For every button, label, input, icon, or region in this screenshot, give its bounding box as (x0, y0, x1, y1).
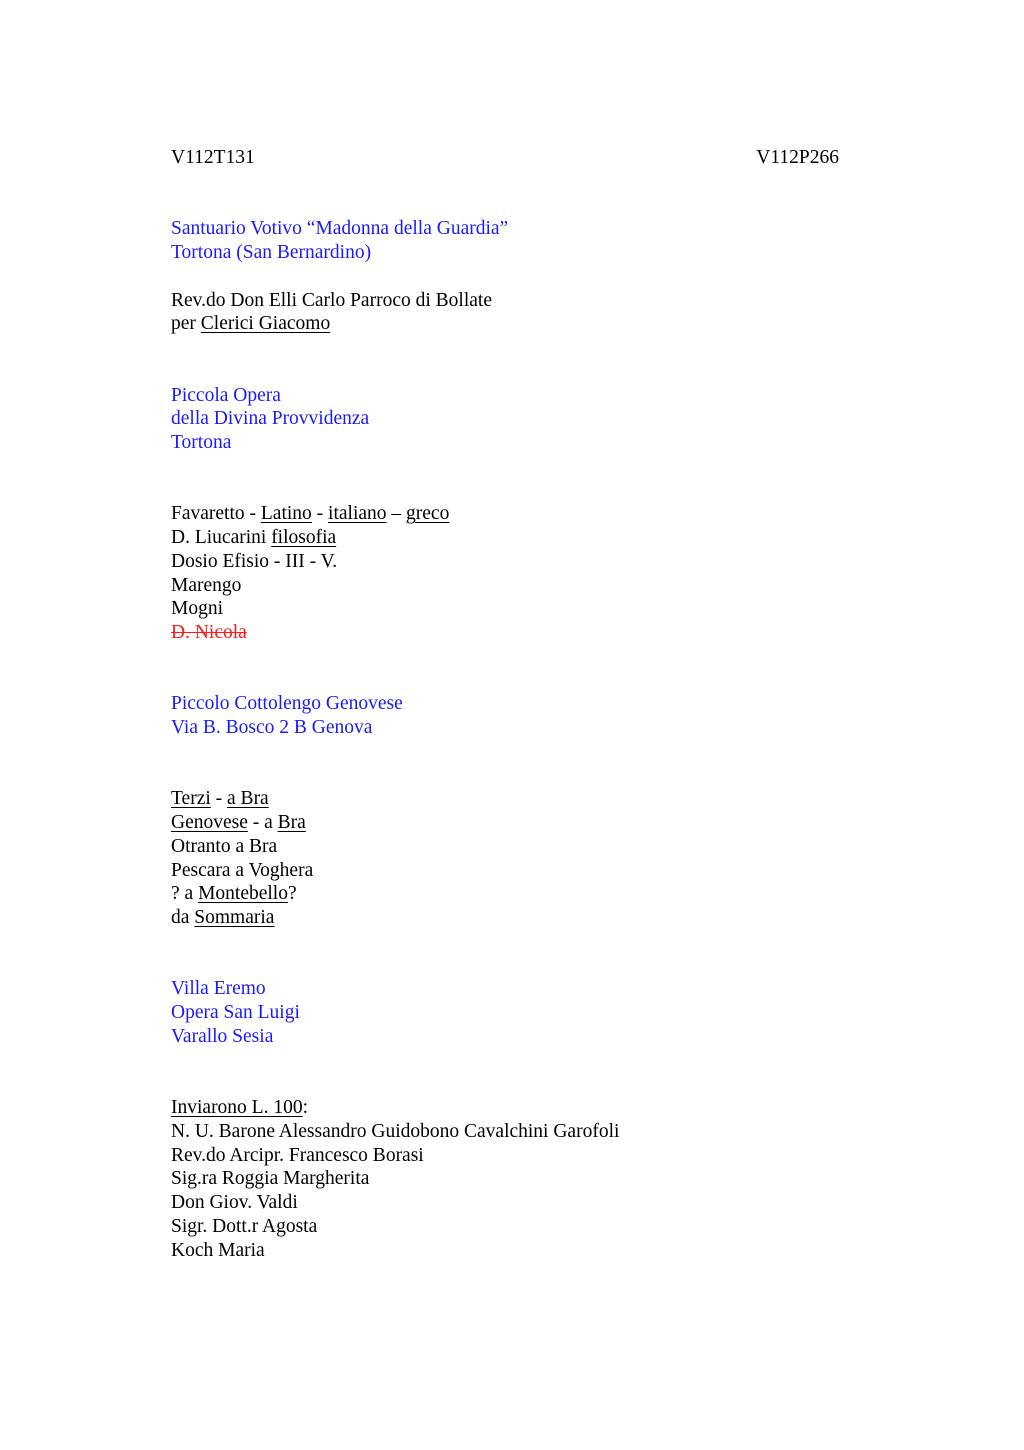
donors-heading (171, 1096, 308, 1120)
recipient-name: Clerici Giacomo (200, 313, 331, 334)
donor-item: Koch Maria (171, 1240, 265, 1261)
donor-item: Rev.do Arcipr. Francesco Borasi (171, 1145, 424, 1166)
sanctuary-location: Tortona (San Bernardino) (171, 242, 372, 263)
genovese-destination: Bra (277, 812, 306, 833)
mogni-line: Mogni (171, 598, 224, 619)
subject-latino: Latino (260, 503, 312, 524)
liucarini-line (171, 526, 336, 550)
recipient-line (171, 312, 330, 336)
genovese-line (171, 811, 306, 835)
header-right-code: V112P266 (756, 147, 839, 168)
donors-heading-text: Inviarono L. 100 (171, 1097, 303, 1118)
dosio-line: Dosio Efisio - III - V. (171, 551, 338, 572)
favaretto-name: Favaretto - (171, 503, 261, 524)
sanctuary-name: Santuario Votivo “Madonna della Guardia” (171, 218, 509, 239)
subject-italiano: italiano (328, 503, 387, 524)
donor-item: Sigr. Dott.r Agosta (171, 1216, 318, 1237)
pescara-line: Pescara a Voghera (171, 860, 314, 881)
favaretto-line (171, 502, 449, 526)
terzi-destination: a Bra (227, 788, 269, 809)
struck-nicola-line: D. Nicola (171, 622, 247, 643)
opera-san-luigi-line: Opera San Luigi (171, 1002, 300, 1023)
separator: - (311, 503, 329, 524)
montebello-prefix: ? a (171, 883, 199, 904)
subject-filosofia: filosofia (271, 527, 337, 548)
sender-line: Rev.do Don Elli Carlo Parroco di Bollate (171, 290, 492, 311)
montebello-place: Montebello (198, 883, 288, 904)
sommaria-place: Sommaria (194, 907, 275, 928)
terzi-name: Terzi (171, 788, 211, 809)
varallo-sesia-line: Varallo Sesia (171, 1026, 274, 1047)
opera-line-3: Tortona (171, 432, 232, 453)
recipient-prefix: per (171, 313, 201, 334)
donor-item: N. U. Barone Alessandro Guidobono Cavalchini Garofoli (171, 1121, 620, 1142)
montebello-line (171, 882, 297, 906)
montebello-suffix: ? (287, 883, 297, 904)
opera-line-2: della Divina Provvidenza (171, 408, 370, 429)
donor-item: Sig.ra Roggia Margherita (171, 1168, 370, 1189)
header-left-code: V112T131 (171, 147, 255, 168)
donors-heading-colon: : (302, 1097, 309, 1118)
genovese-name: Genovese (171, 812, 248, 833)
cottolengo-address: Via B. Bosco 2 B Genova (171, 717, 373, 738)
cottolengo-name: Piccolo Cottolengo Genovese (171, 693, 403, 714)
liucarini-name: D. Liucarini (171, 527, 272, 548)
sommaria-prefix: da (171, 907, 195, 928)
separator: - a (247, 812, 278, 833)
subject-greco: greco (406, 503, 450, 524)
separator: – (386, 503, 407, 524)
sommaria-line (171, 906, 274, 930)
separator: - (210, 788, 228, 809)
donor-item: Don Giov. Valdi (171, 1192, 298, 1213)
terzi-line (171, 787, 269, 811)
otranto-line: Otranto a Bra (171, 836, 278, 857)
villa-eremo-line: Villa Eremo (171, 978, 266, 999)
marengo-line: Marengo (171, 575, 242, 596)
opera-line-1: Piccola Opera (171, 385, 281, 406)
